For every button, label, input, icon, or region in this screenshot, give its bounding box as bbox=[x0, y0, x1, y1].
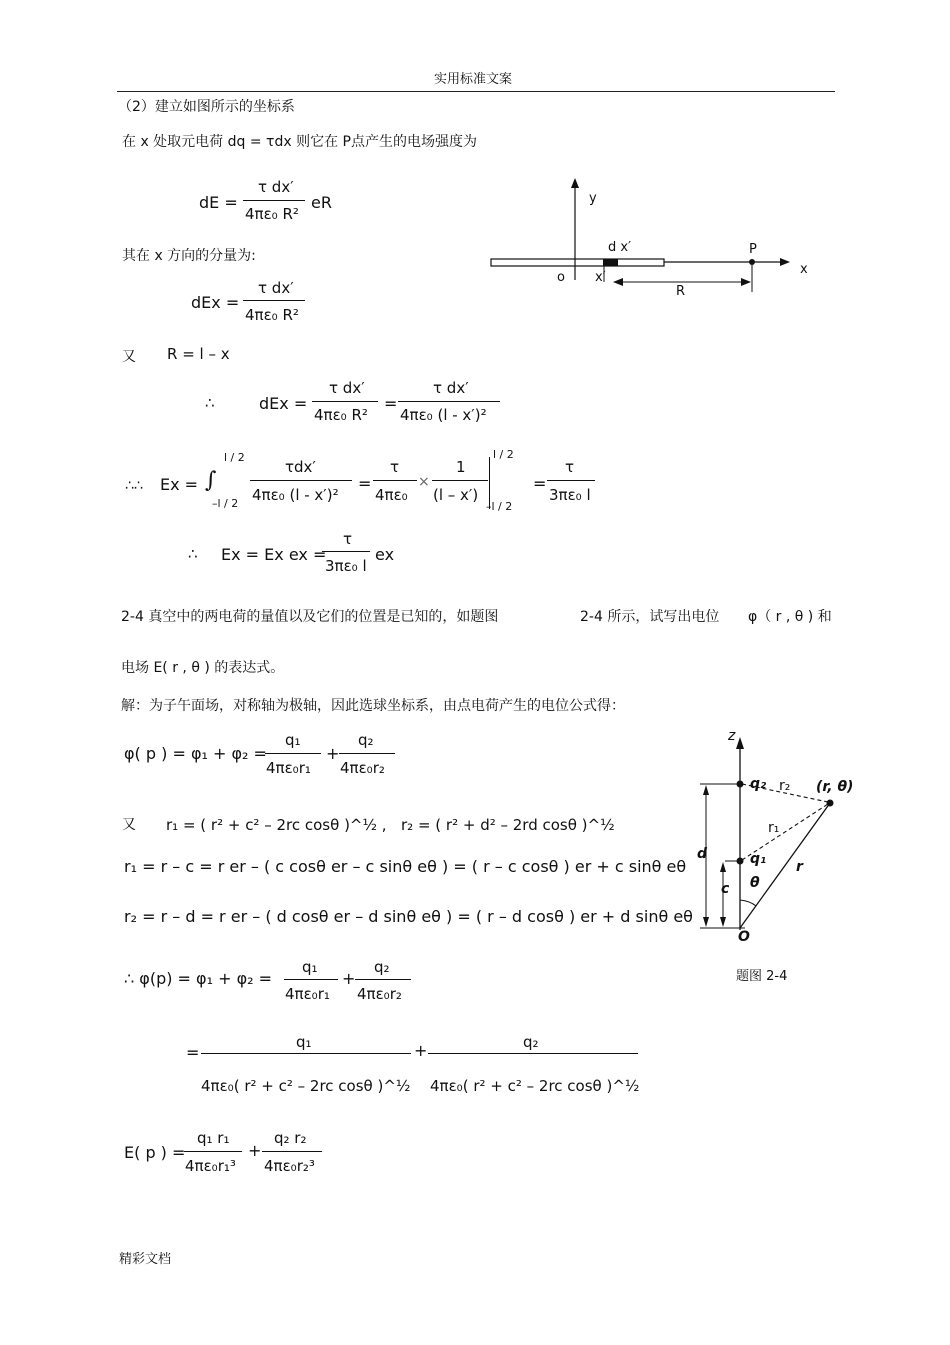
solution-intro: 解：为子午面场，对称轴为极轴，因此选球坐标系，由点电荷产生的电位公式得： bbox=[121, 698, 625, 714]
fig1-r-arrow-left bbox=[613, 278, 623, 286]
therefore-symbol-1: ∴ bbox=[205, 394, 215, 412]
eq4-denominator-2: 4πε₀ bbox=[375, 486, 408, 504]
eq1-numerator: τ dx′ bbox=[258, 178, 294, 196]
intro-text: 在 x 处取元电荷 dq = τdx 则它在 P点产生的电场强度为 bbox=[122, 134, 477, 150]
fig2-z-label: z bbox=[728, 728, 736, 744]
eq1-denominator: 4πε₀ R² bbox=[245, 205, 299, 223]
eq4-eval-lower: –l / 2 bbox=[486, 500, 513, 513]
phi3-plus: + bbox=[414, 1041, 428, 1060]
eq4-denominator-3: (l – x′) bbox=[433, 486, 479, 504]
fig2-z-arrow bbox=[736, 737, 744, 749]
phi-numerator-1: q₁ bbox=[285, 731, 301, 749]
phi3-fraction-bar-2 bbox=[428, 1053, 638, 1054]
r-relation: R = l – x bbox=[167, 345, 230, 363]
eq4-times: × bbox=[418, 474, 430, 490]
problem-statement-a: 2-4 真空中的两电荷的量值以及它们的位置是已知的，如题图 bbox=[121, 609, 499, 625]
eq4-fraction-bar-3 bbox=[432, 480, 488, 481]
fig2-theta-label: θ bbox=[750, 875, 760, 891]
r2-definition: r₂ = ( r² + d² – 2rd cosθ )^½ bbox=[401, 816, 615, 834]
eq2-fraction-bar bbox=[243, 300, 305, 301]
fig1-r-label: R bbox=[676, 284, 686, 299]
fig1-y-arrow bbox=[571, 178, 579, 188]
eq3-denominator-1: 4πε₀ R² bbox=[314, 406, 368, 424]
fig2-r-label: r bbox=[796, 859, 803, 875]
phi3-denominator-2: 4πε₀( r² + c² – 2rc cosθ )^½ bbox=[430, 1077, 640, 1095]
eq4-prefix: ∴∴ bbox=[125, 478, 143, 494]
figure-line-charge bbox=[480, 170, 820, 300]
e-plus: + bbox=[248, 1141, 262, 1160]
phi3-numerator-1: q₁ bbox=[296, 1033, 312, 1051]
eq4-integral-lower: –l / 2 bbox=[212, 497, 239, 510]
e-numerator-2: q₂ r₂ bbox=[274, 1129, 307, 1147]
phi3-equals: = bbox=[186, 1043, 200, 1062]
r1-definition: r₁ = ( r² + c² – 2rc cosθ )^½ , bbox=[166, 816, 387, 834]
fig2-r1-label: r₁ bbox=[768, 820, 780, 836]
therefore-symbol-2: ∴ bbox=[188, 545, 198, 563]
eq4-fraction-bar-2 bbox=[373, 480, 417, 481]
section-heading: （2）建立如图所示的坐标系 bbox=[118, 99, 295, 115]
eq4-numerator-4: τ bbox=[565, 458, 575, 476]
eq5-lhs: Ex = Ex ex = bbox=[221, 545, 327, 564]
fig1-charged-rod bbox=[491, 259, 664, 266]
fig2-theta-arc bbox=[740, 900, 756, 906]
fig2-d-label: d bbox=[697, 846, 708, 862]
eq4-numerator-1: τdx′ bbox=[285, 458, 316, 476]
again-label-2: 又 bbox=[122, 817, 136, 833]
phi-lhs: φ( p ) = φ₁ + φ₂ = bbox=[124, 744, 267, 763]
e-lhs: E( p ) = bbox=[124, 1143, 186, 1162]
phi2-numerator-1: q₁ bbox=[302, 958, 318, 976]
fig2-c-arrow-bottom bbox=[720, 917, 726, 927]
page-header-title: 实用标准文案 bbox=[434, 72, 513, 87]
problem-statement-c: φ（ r , θ ) 和 bbox=[748, 609, 832, 625]
phi-denominator-1: 4πε₀r₁ bbox=[266, 759, 311, 777]
phi3-numerator-2: q₂ bbox=[523, 1033, 539, 1051]
fig2-r2-label: r₂ bbox=[779, 778, 791, 794]
phi2-plus: + bbox=[342, 969, 356, 988]
eq4-numerator-2: τ bbox=[390, 458, 400, 476]
eq2-numerator: τ dx′ bbox=[258, 279, 294, 297]
phi2-denominator-2: 4πε₀r₂ bbox=[357, 985, 402, 1003]
phi-fraction-bar-1 bbox=[265, 753, 321, 754]
fig1-p-label: P bbox=[749, 242, 757, 257]
phi2-denominator-1: 4πε₀r₁ bbox=[285, 985, 330, 1003]
r2-vector: r₂ = r – d = r er – ( d cosθ er – d sinθ eθ ) = ( r – d cosθ ) er + d sinθ eθ bbox=[124, 907, 693, 926]
integral-sign: ∫ bbox=[205, 468, 217, 493]
eq4-eval-upper: l / 2 bbox=[493, 448, 514, 461]
fig2-caption: 题图 2-4 bbox=[736, 969, 788, 984]
eq3-fraction-bar-2 bbox=[398, 401, 500, 402]
fig1-xprime-label: x′ bbox=[595, 270, 606, 285]
e-denominator-2: 4πε₀r₂³ bbox=[264, 1157, 315, 1175]
fig2-c-label: c bbox=[721, 881, 730, 897]
phi3-fraction-bar-1 bbox=[201, 1053, 411, 1054]
x-component-text: 其在 x 方向的分量为: bbox=[122, 248, 256, 264]
figure-two-charges bbox=[690, 725, 880, 950]
eq4-equals-2: = bbox=[533, 474, 547, 493]
eq4-equals-1: = bbox=[358, 474, 372, 493]
phi2-numerator-2: q₂ bbox=[374, 958, 390, 976]
eq4-denominator-4: 3πε₀ l bbox=[549, 486, 591, 504]
eq4-lhs: Ex = bbox=[160, 475, 199, 494]
eq3-denominator-2: 4πε₀ (l - x′)² bbox=[400, 406, 487, 424]
eq2-lhs: dEx = bbox=[191, 293, 240, 312]
phi-fraction-bar-2 bbox=[339, 753, 395, 754]
eq4-fraction-bar-1 bbox=[250, 480, 352, 481]
phi2-fraction-bar-2 bbox=[355, 979, 411, 980]
eq4-fraction-bar-4 bbox=[547, 480, 595, 481]
phi-plus: + bbox=[326, 744, 340, 763]
r1-vector: r₁ = r – c = r er – ( c cosθ er – c sinθ eθ ) = ( r – c cosθ ) er + c sinθ eθ bbox=[124, 857, 687, 876]
fig1-element-dx bbox=[603, 259, 618, 266]
eq4-integral-upper: l / 2 bbox=[224, 451, 245, 464]
fig2-point-label: (r, θ) bbox=[816, 779, 854, 795]
fig2-d-arrow-bottom bbox=[703, 917, 709, 927]
phi2-fraction-bar-1 bbox=[284, 979, 338, 980]
phi-denominator-2: 4πε₀r₂ bbox=[340, 759, 385, 777]
eq3-fraction-bar-1 bbox=[312, 401, 378, 402]
fig1-dx-label: d x′ bbox=[608, 240, 632, 255]
fig1-r-arrow-right bbox=[741, 278, 751, 286]
eq4-numerator-3: 1 bbox=[456, 458, 466, 476]
e-fraction-bar-2 bbox=[262, 1151, 322, 1152]
eq5-numerator: τ bbox=[343, 530, 353, 548]
eq1-fraction-bar bbox=[243, 200, 305, 201]
fig1-o-label: o bbox=[557, 270, 565, 285]
eq4-denominator-1: 4πε₀ (l - x′)² bbox=[252, 486, 339, 504]
e-numerator-1: q₁ r₁ bbox=[197, 1129, 230, 1147]
eq1-lhs: dE = bbox=[199, 193, 238, 212]
e-denominator-1: 4πε₀r₁³ bbox=[185, 1157, 236, 1175]
problem-statement-b: 2-4 所示，试写出电位 bbox=[580, 609, 720, 625]
eq2-denominator: 4πε₀ R² bbox=[245, 306, 299, 324]
fig2-d-arrow-top bbox=[703, 785, 709, 795]
fig1-point-p bbox=[749, 259, 755, 265]
phi3-denominator-1: 4πε₀( r² + c² – 2rc cosθ )^½ bbox=[201, 1077, 411, 1095]
e-fraction-bar-1 bbox=[184, 1151, 242, 1152]
eq5-fraction-bar bbox=[322, 551, 370, 552]
again-label-1: 又 bbox=[122, 349, 136, 365]
page-footer-text: 精彩文档 bbox=[119, 1252, 172, 1267]
fig1-x-label: x bbox=[800, 262, 808, 277]
fig2-q1-charge bbox=[737, 858, 744, 865]
fig2-q1-label: q₁ bbox=[750, 851, 767, 867]
fig2-q2-label: q₂ bbox=[750, 776, 767, 792]
eq5-rhs: ex bbox=[375, 545, 395, 564]
eq5-denominator: 3πε₀ l bbox=[325, 557, 367, 575]
problem-statement-d: 电场 E( r , θ ) 的表达式。 bbox=[121, 660, 285, 676]
fig1-y-label: y bbox=[589, 191, 597, 206]
phi2-lhs: ∴ φ(p) = φ₁ + φ₂ = bbox=[124, 969, 273, 988]
eq3-numerator-1: τ dx′ bbox=[329, 379, 365, 397]
eq3-lhs: dEx = bbox=[259, 394, 308, 413]
fig2-o-label: O bbox=[738, 929, 750, 945]
eq3-numerator-2: τ dx′ bbox=[433, 379, 469, 397]
fig2-c-arrow-top bbox=[720, 862, 726, 872]
phi-numerator-2: q₂ bbox=[358, 731, 374, 749]
header-rule bbox=[117, 91, 835, 92]
eq1-rhs: eR bbox=[311, 193, 332, 212]
fig1-x-arrow bbox=[780, 258, 790, 266]
eq3-equals: = bbox=[384, 394, 398, 413]
